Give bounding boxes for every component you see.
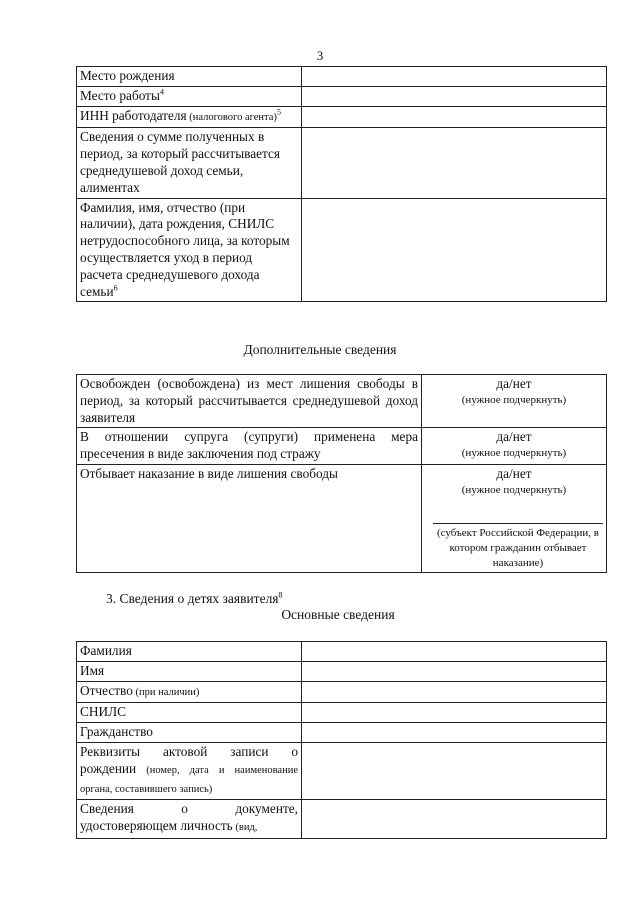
value-cell [302,128,607,198]
table-row [77,742,607,799]
row-label-identity-document: Сведения о документе, удостоверяющем личность (вид, [77,800,302,839]
row-label-snils: СНИЛС [77,703,302,723]
table-row [77,128,607,198]
footnote-ref: 8 [278,590,283,600]
table-row [77,375,607,428]
row-label-patronymic: Отчество (при наличии) [77,681,302,703]
hint-text: (нужное подчеркнуть) [461,393,567,406]
footnote-ref: 6 [113,283,118,293]
value-cell [302,642,607,662]
value-cell [302,86,607,106]
answer-cell [422,375,607,428]
table-row [77,723,607,743]
value-cell [302,67,607,87]
row-label-birth-record: Реквизиты актовой записи о рождении (номер, дата и наименование органа, составившего запись) [77,742,302,799]
row-label-released: Освобожден (освобождена) из мест лишения свободы в период, за который рассчитывается среднедушевой доход заявителя [77,375,422,428]
basic-info-heading: Основные сведения [281,607,395,622]
child-info-table [76,641,607,839]
table-row [77,681,607,703]
table-row [77,800,607,839]
table-row [77,428,607,465]
answer-cell [422,428,607,465]
row-label-dependent-care: Фамилия, имя, отчество (при наличии), дата рождения, СНИЛС нетрудоспособного лица, за которым осуществляется уход в период расчета среднедушевого дохода семьи$^6$ [77,198,302,302]
table-row [77,642,607,662]
additional-info-table [76,374,607,573]
row-label-surname: Фамилия [77,642,302,662]
table-row [77,86,607,106]
table-row [77,464,607,572]
answer-cell [422,464,607,572]
subject-field-note: (субъект Российской Федерации, в котором гражданин отбывает наказание) [433,523,603,571]
yes-no-option[interactable]: да/нет [496,429,532,445]
value-cell [302,681,607,703]
value-cell [302,703,607,723]
yes-no-option[interactable]: да/нет [496,376,532,391]
table-row [77,703,607,723]
value-cell [302,723,607,743]
footnote-ref: 5 [276,107,281,117]
section3-heading: 3. Сведения о детях заявителя$^8$ [106,590,283,606]
applicant-info-table [76,66,607,302]
table-row [77,198,607,302]
row-label-serving-sentence: Отбывает наказание в виде лишения свободы [77,464,422,572]
row-label-birthplace: Место рождения [77,67,302,87]
value-cell [302,742,607,799]
value-cell [302,661,607,681]
table-row [77,67,607,87]
table-row [77,106,607,128]
yes-no-option[interactable]: да/нет [496,465,532,481]
additional-info-heading: Дополнительные сведения [243,342,397,357]
value-cell [302,198,607,302]
hint-text: (нужное подчеркнуть) [461,483,567,496]
row-label-citizenship: Гражданство [77,723,302,743]
value-cell [302,800,607,839]
row-label-alimony: Сведения о сумме полученных в период, за который рассчитывается среднедушевой доход семьи, алиментах [77,128,302,198]
row-label-workplace: Место работы$^4$ [77,86,302,106]
footnote-ref: 4 [159,87,164,97]
row-label-employer-inn: ИНН работодателя (налогового агента)$^5$ [77,106,302,128]
value-cell [302,106,607,128]
hint-text: (нужное подчеркнуть) [461,447,567,460]
table-row [77,661,607,681]
row-label-name: Имя [77,661,302,681]
row-label-custody: В отношении супруга (супруги) применена мера пресечения в виде заключения под стражу [77,428,422,465]
page-number: 3 [316,48,324,63]
